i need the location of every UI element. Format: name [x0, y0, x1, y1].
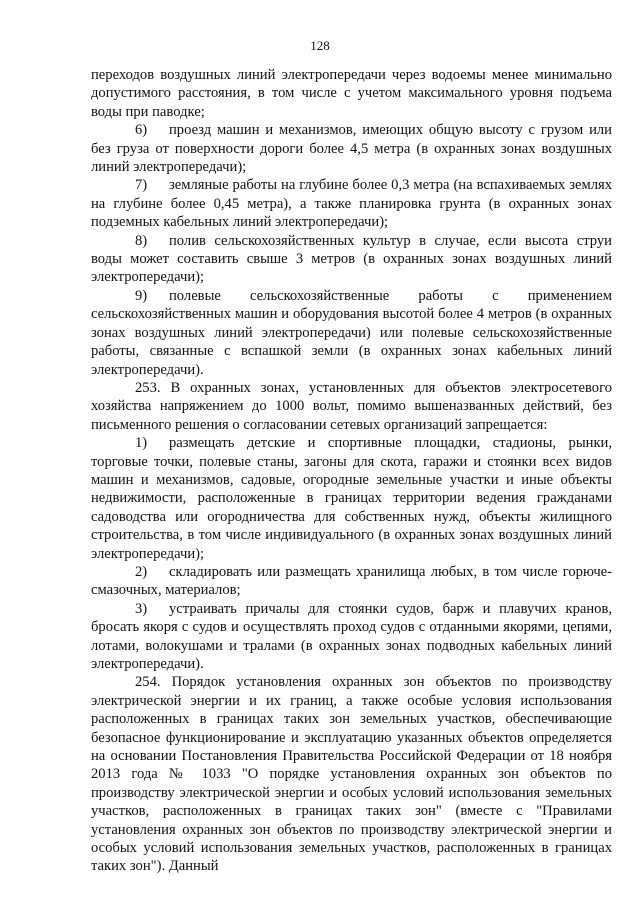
- list-item-number: 7): [135, 177, 148, 194]
- list-item-text: устраивать причалы для стоянки судов, барж и плавучих кранов, бросать якоря с судов и осуществлять проход судов с отданными якорями, цепями, лотами, волокушами и тралами (в охранных зонах подводных кабельных линий электропередачи).: [91, 600, 612, 672]
- list-item-text: полевые сельскохозяйственные работы с применением сельскохозяйственных машин и оборудования высотой более 4 метров (в охранных зонах воздушных линий электропередачи) или полевые сельскохозяйственные работы, связанные с вспашкой земли (в охранных зонах кабельных линий электропередачи).: [91, 287, 612, 378]
- list-item: [91, 232, 612, 287]
- list-item: [91, 176, 612, 231]
- document-body: [91, 66, 612, 876]
- list-item-text: полив сельскохозяйственных культур в случае, если высота струи воды может составить свыше 3 метров (в охранных зонах воздушных линий электропередачи);: [91, 232, 612, 286]
- list-item-text: складировать или размещать хранилища любых, в том числе горюче-смазочных, материалов;: [91, 563, 612, 599]
- list-item: [91, 287, 612, 379]
- list-item-text: проезд машин и механизмов, имеющих общую высоту с грузом или без груза от поверхности дороги более 4,5 метра (в охранных зонах воздушных линий электропередачи);: [91, 122, 612, 176]
- list-item-text: размещать детские и спортивные площадки, стадионы, рынки, торговые точки, полевые станы, загоны для скота, гаражи и стоянки всех видов машин и механизмов, садовые, огородные земельные участки и иные объекты недвижимости, расположенные в границах территории ведения гражданами садоводства или огородничества для собственных нужд, объекты жилищного строительства, в том числе индивидуального (в охранных зонах воздушных линий электропередачи);: [91, 435, 612, 562]
- page-number: 128: [310, 38, 330, 53]
- list-item-number: 2): [135, 563, 148, 580]
- list-item-number: 1): [135, 435, 148, 452]
- list-item-number: 8): [135, 232, 148, 249]
- paragraph-continuation: переходов воздушных линий электропередачи через водоемы менее минимально допустимого расстояния, в том числе с учетом максимального уровня подъема воды при паводке;: [91, 67, 612, 120]
- list-item: [91, 121, 612, 176]
- paragraph: 253. В охранных зонах, установленных для объектов электросетевого хозяйства напряжением до 1000 вольт, помимо вышеназванных действий, без письменного решения о согласовании сетевых организаций запрещается:: [91, 379, 612, 433]
- list-item: [91, 600, 612, 674]
- list-item-number: 9): [135, 287, 148, 304]
- list-item: [91, 434, 612, 563]
- paragraph: 254. Порядок установления охранных зон объектов по производству электрической энергии и их границ, а также особые условия использования расположенных в границах таких зон земельных участков, обеспечивающие безопасное функционирование и эксплуатацию указанных объектов определяется на основании Постановления Правительства Российской Федерации от 18 ноября 2013 года № 1033 "О порядке установления охранных зон объектов по производству электрической энергии и особых условий использования земельных участков, расположенных в границах таких зон" (вместе с "Правилами установления охранных зон объектов по производству электрической энергии и особых условий использования земельных участков, расположенных в границах таких зон"). Данный: [91, 674, 612, 875]
- list-item-number: 6): [135, 122, 148, 139]
- list-item-text: земляные работы на глубине более 0,3 метра (на вспахиваемых землях на глубине более 0,45 метра), а также планировка грунта (в охранных зонах подземных кабельных линий электропередачи);: [91, 177, 612, 231]
- list-item-number: 3): [135, 600, 148, 617]
- list-item: [91, 563, 612, 600]
